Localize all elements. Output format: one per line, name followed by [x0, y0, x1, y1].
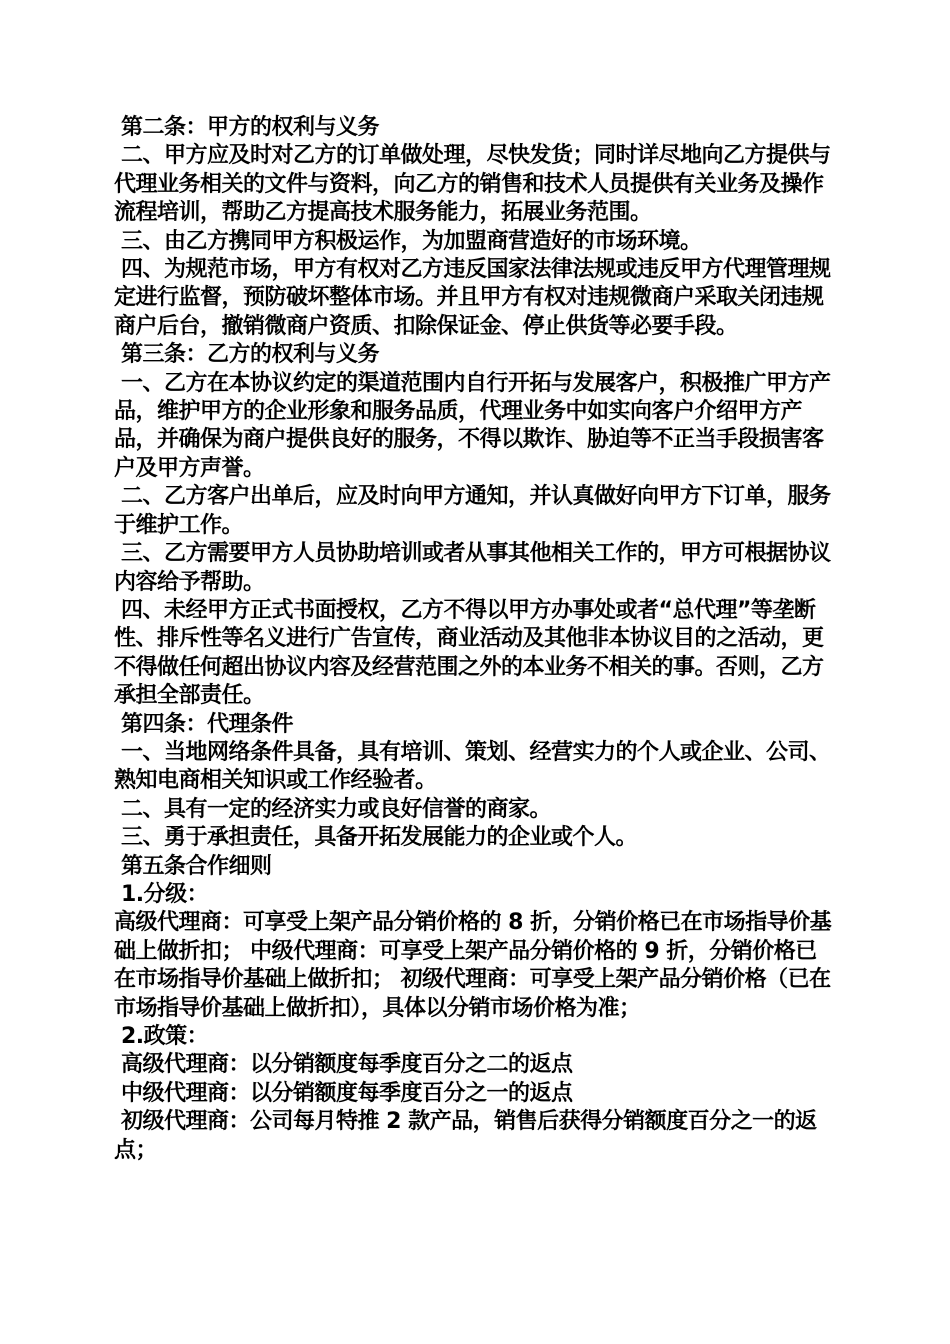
- paragraph-party-b-item-3: 三、乙方需要甲方人员协助培训或者从事其他相关工作的，甲方可根据协议内容给予帮助。: [114, 541, 831, 595]
- paragraph-policy-senior: 高级代理商：以分销额度每季度百分之二的返点: [121, 1052, 573, 1078]
- paragraph-condition-1: 一、当地网络条件具备，具有培训、策划、经营实力的个人或企业、公司、熟知电商相关知识或工作经验者。: [114, 739, 831, 794]
- paragraph-party-a-item-4: 四、为规范市场，甲方有权对乙方违反国家法律法规或违反甲方代理管理规定进行监督，预防破坏整体市场。并且甲方有权对违规微商户采取关闭违规商户后台，撤销微商户资质、扣除保证金、停止供货等必要手段。: [114, 257, 831, 339]
- paragraph-party-b-item-1: 一、乙方在本协议约定的渠道范围内自行开拓与发展客户，积极推广甲方产品，维护甲方的企业形象和服务品质，代理业务中如实向客户介绍甲方产品，并确保为商户提供良好的服务，不得以欺诈、胁迫等不正当手段损害客户及甲方声誉。: [114, 370, 831, 481]
- section-heading-2: 第二条：甲方的权利与义务: [121, 115, 380, 140]
- paragraph-party-a-item-2: 二、甲方应及时对乙方的订单做处理，尽快发货；同时详尽地向乙方提供与代理业务相关的文件与资料，向乙方的销售和技术人员提供有关业务及操作流程培训，帮助乙方提高技术服务能力，拓展业务范围。: [114, 143, 831, 226]
- section-heading-5: 第五条合作细则: [121, 853, 272, 879]
- paragraph-policy-junior: 初级代理商：公司每月特推 2 款产品，销售后获得分销额度百分之一的返点；: [114, 1109, 817, 1163]
- paragraph-grading-details: 高级代理商：可享受上架产品分销价格的 8 折，分销价格已在市场指导价基础上做折扣； 中级代理商：可享受上架产品分销价格的 9 折，分销价格已在市场指导价基础上做折扣； 初级代理商：可享受上架产品分销价格（已在市场指导价基础上做折扣），具体以分销市场价格为准；: [114, 910, 832, 1021]
- document-body: [114, 114, 838, 1165]
- subheading-policy: 2.政策：: [121, 1024, 209, 1049]
- paragraph-policy-middle: 中级代理商：以分销额度每季度百分之一的返点: [121, 1080, 573, 1106]
- paragraph-condition-3: 三、勇于承担责任，具备开拓发展能力的企业或个人。: [121, 825, 638, 851]
- paragraph-party-b-item-4: 四、未经甲方正式书面授权，乙方不得以甲方办事处或者“总代理”等垄断性、排斥性等名义进行广告宣传，商业活动及其他非本协议目的之活动，更不得做任何超出协议内容及经营范围之外的本业务不相关的事。否则，乙方承担全部责任。: [114, 597, 824, 709]
- section-heading-3: 第三条：乙方的权利与义务: [121, 342, 380, 368]
- paragraph-party-b-item-2: 二、乙方客户出单后，应及时向甲方通知，并认真做好向甲方下订单，服务于维护工作。: [114, 484, 831, 538]
- subheading-grading: 1.分级：: [121, 881, 209, 907]
- paragraph-party-a-item-3: 三、由乙方携同甲方积极运作，为加盟商营造好的市场环境。: [121, 228, 702, 254]
- section-heading-4: 第四条：代理条件: [121, 711, 294, 737]
- paragraph-condition-2: 二、具有一定的经济实力或良好信誉的商家。: [121, 796, 552, 822]
